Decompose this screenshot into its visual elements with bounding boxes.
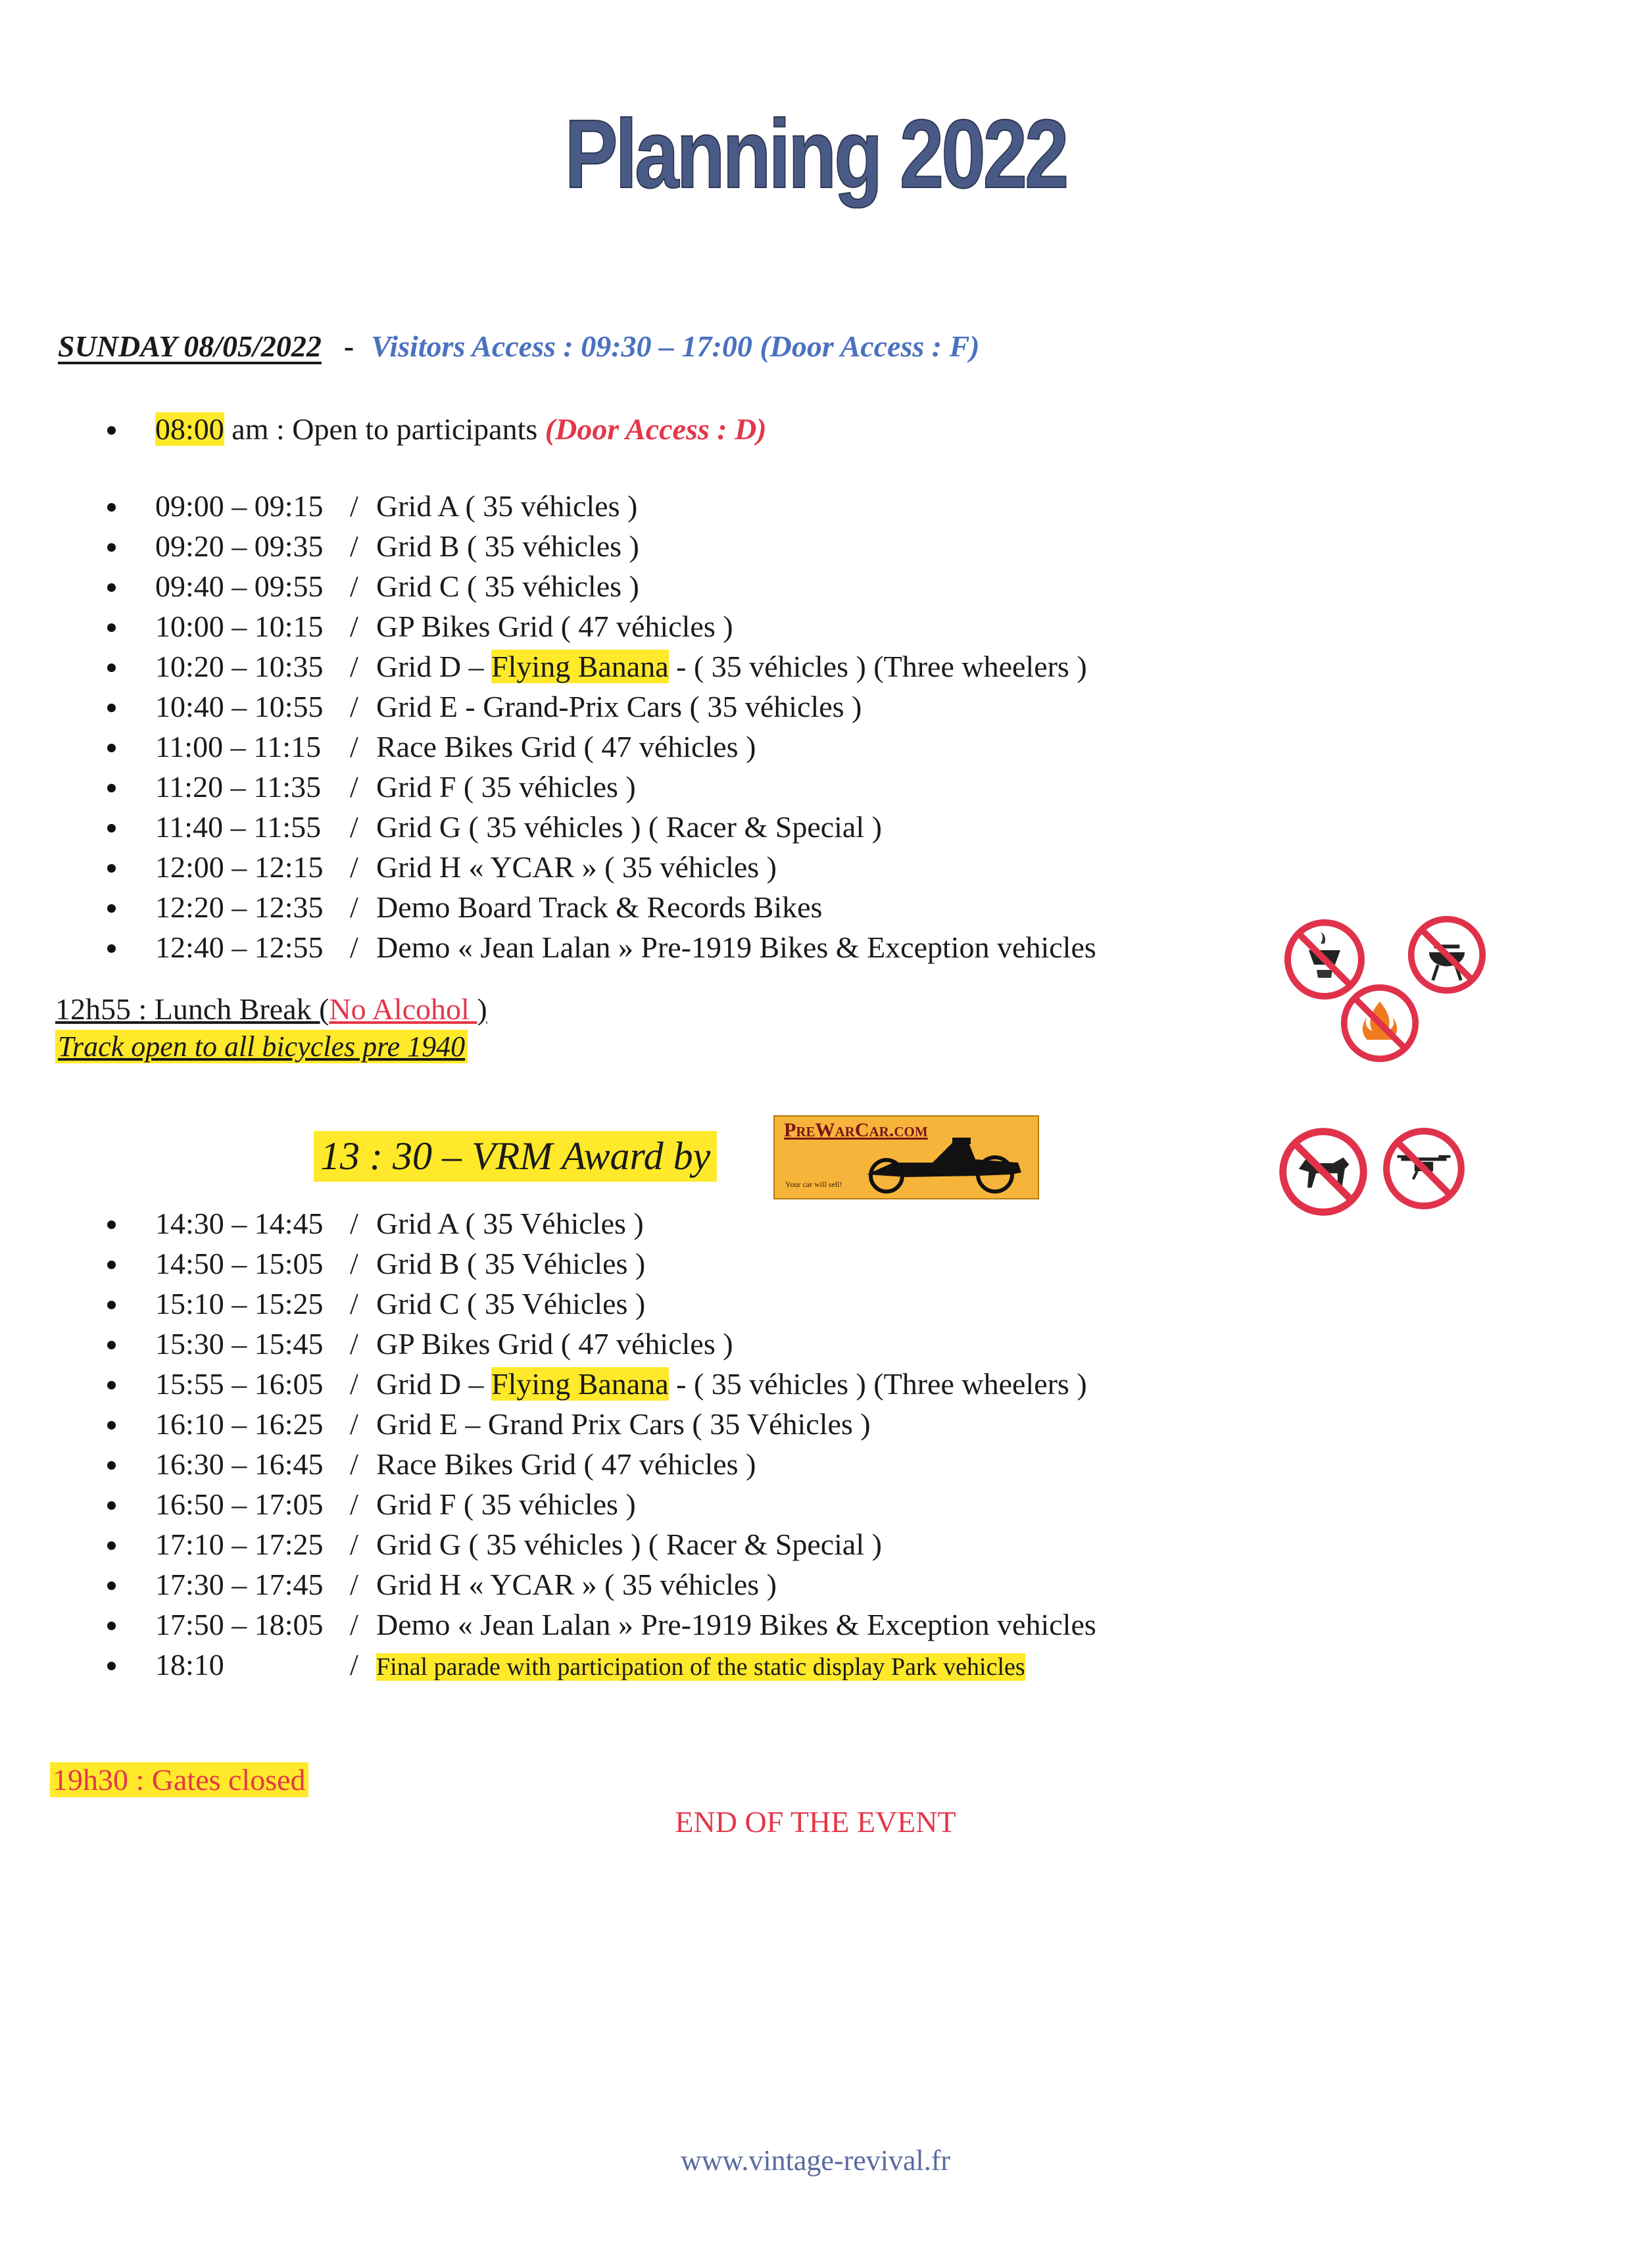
track-open-note: Track open to all bicycles pre 1940 <box>55 1030 468 1063</box>
bullet <box>107 664 116 672</box>
slash: / <box>350 1247 358 1280</box>
slot-description: Race Bikes Grid ( 47 véhicles ) <box>376 730 756 763</box>
slash: / <box>350 890 358 924</box>
lunch-label: 12h55 : Lunch Break ( <box>55 992 329 1026</box>
no-dogs-icon <box>1277 1126 1369 1218</box>
schedule-item <box>0 767 1096 807</box>
slot-time: 14:30 – 14:45 <box>155 1207 324 1240</box>
slash: / <box>350 1207 358 1240</box>
schedule-item <box>0 1524 1096 1564</box>
bullet <box>107 704 116 712</box>
bullet <box>107 1501 116 1510</box>
bullet <box>107 1220 116 1229</box>
slot-description: Grid A ( 35 véhicles ) <box>376 489 638 523</box>
schedule-item <box>0 1564 1096 1604</box>
schedule-item <box>0 727 1096 767</box>
logo-tagline: Your car will sell! <box>785 1180 842 1189</box>
slash: / <box>350 489 358 523</box>
slash: / <box>350 529 358 563</box>
slot-time: 17:10 – 17:25 <box>155 1528 324 1561</box>
final-time: 18:10 <box>155 1648 224 1681</box>
slash: / <box>350 1608 358 1641</box>
slash: / <box>350 850 358 884</box>
opening-text: am : Open to participants <box>224 412 545 446</box>
schedule-item <box>0 1203 1096 1243</box>
bullet <box>107 1541 116 1550</box>
slot-description: Race Bikes Grid ( 47 véhicles ) <box>376 1447 756 1481</box>
visitors-access: Visitors Access : 09:30 – 17:00 (Door Access : F) <box>371 329 980 363</box>
bullet <box>107 784 116 792</box>
slot-description: Grid C ( 35 Véhicles ) <box>376 1287 646 1320</box>
opening-list <box>0 409 767 449</box>
schedule-item <box>0 847 1096 887</box>
page-title: Planning 2022 <box>564 100 1067 208</box>
slot-time: 09:20 – 09:35 <box>155 529 324 563</box>
slash: / <box>350 1487 358 1521</box>
slash: / <box>350 930 358 964</box>
schedule-item <box>0 1243 1096 1284</box>
slash: / <box>350 1648 358 1681</box>
slot-time: 12:00 – 12:15 <box>155 850 324 884</box>
no-drones-icon <box>1381 1126 1467 1211</box>
slash: / <box>350 770 358 804</box>
logo-text: PreWarCar.com <box>784 1119 928 1141</box>
slash: / <box>350 1287 358 1320</box>
schedule-item <box>0 526 1096 566</box>
schedule-item <box>0 887 1096 927</box>
bullet <box>107 1662 116 1670</box>
flying-banana-highlight: Flying Banana <box>491 1367 669 1401</box>
final-parade: Final parade with participation of the static display Park vehicles <box>376 1653 1025 1681</box>
morning-schedule <box>0 486 1096 967</box>
schedule-item <box>0 1444 1096 1484</box>
bullet <box>107 744 116 752</box>
schedule-item <box>0 1364 1096 1404</box>
slot-time: 09:40 – 09:55 <box>155 569 324 603</box>
schedule-item <box>0 606 1096 646</box>
opening-item <box>0 409 767 449</box>
slot-description: Grid G ( 35 véhicles ) ( Racer & Special ) <box>376 810 882 844</box>
slash: / <box>350 1367 358 1401</box>
slot-time: 11:40 – 11:55 <box>155 810 322 844</box>
slot-time: 16:10 – 16:25 <box>155 1407 324 1441</box>
slash: / <box>350 569 358 603</box>
slot-description: Grid C ( 35 véhicles ) <box>376 569 639 603</box>
schedule-item <box>0 1604 1096 1645</box>
slot-description: GP Bikes Grid ( 47 véhicles ) <box>376 610 733 643</box>
afternoon-schedule <box>0 1203 1096 1645</box>
slot-description: Grid F ( 35 véhicles ) <box>376 770 636 804</box>
schedule-item <box>0 1284 1096 1324</box>
vintage-car-icon <box>854 1136 1031 1195</box>
final-item <box>0 1645 1025 1685</box>
schedule-item <box>0 807 1096 847</box>
bullet <box>107 1341 116 1349</box>
schedule-item <box>0 687 1096 727</box>
header-separator: - <box>343 329 354 363</box>
slot-time: 16:30 – 16:45 <box>155 1447 324 1481</box>
slot-description-suffix: - ( 35 véhicles ) (Three wheelers ) <box>668 650 1087 683</box>
slot-time: 10:20 – 10:35 <box>155 650 324 683</box>
slot-time: 16:50 – 17:05 <box>155 1487 324 1521</box>
schedule-item <box>0 1404 1096 1444</box>
bullet <box>107 623 116 632</box>
bullet <box>107 944 116 953</box>
slot-description: Grid D – <box>376 650 492 683</box>
slot-time: 15:30 – 15:45 <box>155 1327 324 1361</box>
website-link[interactable]: www.vintage-revival.fr <box>680 2144 951 2177</box>
opening-time: 08:00 <box>155 412 224 446</box>
slot-description: Grid A ( 35 Véhicles ) <box>376 1207 644 1240</box>
bullet <box>107 864 116 873</box>
bullet <box>107 904 116 913</box>
lunch-close: ) <box>477 992 487 1026</box>
schedule-item <box>0 1324 1096 1364</box>
slash: / <box>350 1407 358 1441</box>
slot-time: 11:20 – 11:35 <box>155 770 322 804</box>
prewarcar-logo <box>773 1115 1039 1199</box>
slot-description: GP Bikes Grid ( 47 véhicles ) <box>376 1327 733 1361</box>
day-header <box>58 329 980 364</box>
bullet <box>107 1381 116 1389</box>
bullet <box>107 543 116 552</box>
slot-time: 09:00 – 09:15 <box>155 489 324 523</box>
slot-time: 17:30 – 17:45 <box>155 1568 324 1601</box>
bullet <box>107 1461 116 1470</box>
slot-description-suffix: - ( 35 véhicles ) (Three wheelers ) <box>668 1367 1087 1401</box>
day-label: SUNDAY 08/05/2022 <box>58 329 322 363</box>
slash: / <box>350 1447 358 1481</box>
schedule-item <box>0 927 1096 967</box>
slot-description: Grid E - Grand-Prix Cars ( 35 véhicles ) <box>376 690 862 723</box>
slash: / <box>350 650 358 683</box>
slot-time: 15:55 – 16:05 <box>155 1367 324 1401</box>
slot-description: Grid B ( 35 véhicles ) <box>376 529 639 563</box>
slash: / <box>350 730 358 763</box>
bullet <box>107 1421 116 1430</box>
bullet <box>107 1301 116 1309</box>
slash: / <box>350 1528 358 1561</box>
bullet <box>107 1581 116 1590</box>
slot-description: Grid G ( 35 véhicles ) ( Racer & Special ) <box>376 1528 882 1561</box>
slot-time: 15:10 – 15:25 <box>155 1287 324 1320</box>
slot-description: Grid F ( 35 véhicles ) <box>376 1487 636 1521</box>
schedule-item <box>0 646 1096 687</box>
slot-time: 12:40 – 12:55 <box>155 930 324 964</box>
slot-description: Grid H « YCAR » ( 35 véhicles ) <box>376 1568 777 1601</box>
slot-time: 12:20 – 12:35 <box>155 890 324 924</box>
slash: / <box>350 1568 358 1601</box>
slot-description: Demo « Jean Lalan » Pre-1919 Bikes & Exception vehicles <box>376 930 1096 964</box>
slot-time: 10:40 – 10:55 <box>155 690 324 723</box>
lunch-break <box>55 992 487 1026</box>
slot-description: Grid H « YCAR » ( 35 véhicles ) <box>376 850 777 884</box>
final-list <box>0 1645 1025 1685</box>
flying-banana-highlight: Flying Banana <box>491 650 669 683</box>
schedule-item <box>0 566 1096 606</box>
award-banner: 13 : 30 – VRM Award by <box>314 1131 717 1182</box>
schedule-item <box>0 486 1096 526</box>
slot-description: Demo « Jean Lalan » Pre-1919 Bikes & Exception vehicles <box>376 1608 1096 1641</box>
slot-time: 14:50 – 15:05 <box>155 1247 324 1280</box>
slot-description: Grid D – <box>376 1367 492 1401</box>
bullet <box>107 1622 116 1630</box>
bullet <box>107 503 116 512</box>
opening-door: (Door Access : D) <box>545 412 767 446</box>
slot-description: Grid B ( 35 Véhicles ) <box>376 1247 646 1280</box>
end-of-event: END OF THE EVENT <box>675 1805 956 1839</box>
slot-description: Demo Board Track & Records Bikes <box>376 890 823 924</box>
slot-time: 11:00 – 11:15 <box>155 730 322 763</box>
slash: / <box>350 1327 358 1361</box>
bullet <box>107 426 116 435</box>
no-fire-icon <box>1339 982 1421 1064</box>
slash: / <box>350 610 358 643</box>
no-alcohol: No Alcohol <box>329 992 477 1026</box>
bullet <box>107 583 116 592</box>
slash: / <box>350 810 358 844</box>
slash: / <box>350 690 358 723</box>
slot-description: Grid E – Grand Prix Cars ( 35 Véhicles ) <box>376 1407 871 1441</box>
bullet <box>107 824 116 832</box>
slot-time: 17:50 – 18:05 <box>155 1608 324 1641</box>
schedule-item <box>0 1484 1096 1524</box>
gates-closed: 19h30 : Gates closed <box>50 1762 308 1797</box>
bullet <box>107 1261 116 1269</box>
slot-time: 10:00 – 10:15 <box>155 610 324 643</box>
